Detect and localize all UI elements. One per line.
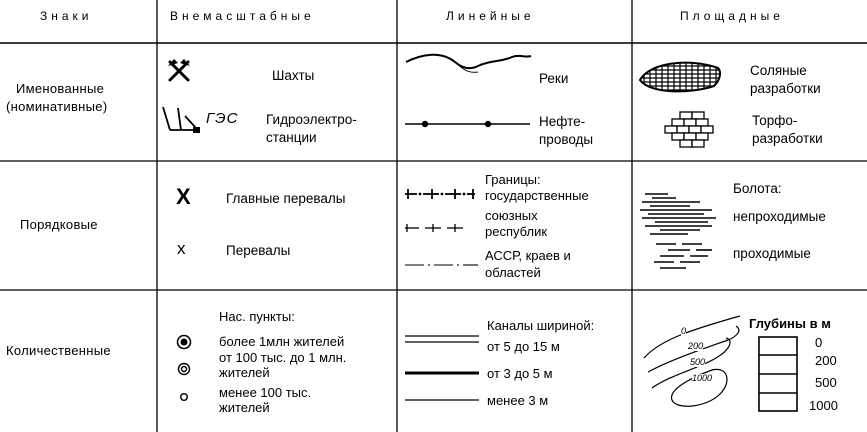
contour-label-0: 0 — [681, 326, 687, 336]
salt-works-label-1: Соляные — [750, 63, 807, 78]
swamps-title: Болота: — [733, 181, 782, 196]
border-union-label-1: союзных — [485, 208, 538, 223]
depth-scale-500: 500 — [815, 375, 837, 390]
oil-pipeline-label-2: проводы — [539, 132, 594, 147]
settlement-medium-label-1: от 100 тыс. до 1 млн. — [219, 350, 347, 365]
border-union-label-2: республик — [485, 224, 548, 239]
main-pass-mark: X — [176, 184, 191, 209]
rivers-label: Реки — [539, 71, 569, 86]
header-nonscale: Внемасштабные — [170, 9, 315, 23]
mines-label: Шахты — [272, 68, 315, 83]
pass-mark: x — [177, 239, 186, 258]
salt-works-label-2: разработки — [750, 81, 821, 96]
header-linear: Линейные — [446, 9, 535, 23]
passable-swamp-label: проходимые — [733, 246, 811, 261]
oil-pipeline-label-1: Нефте- — [539, 114, 586, 129]
peat-works-label-1: Торфо- — [752, 113, 798, 128]
row-label-quantitative: Количественные — [6, 343, 111, 358]
canal-wide-label: от 5 до 15 м — [487, 339, 560, 354]
row-label-ordinal: Порядковые — [20, 217, 98, 232]
hydro-plant-label-1: Гидроэлектро- — [266, 112, 357, 127]
contour-label-500: 500 — [690, 357, 706, 367]
depth-scale-0: 0 — [815, 335, 823, 350]
canal-medium-label: от 3 до 5 м — [487, 366, 553, 381]
peat-works-label-2: разработки — [752, 131, 823, 146]
canals-title: Каналы шириной: — [487, 318, 595, 333]
impassable-swamp-label: непроходимые — [733, 209, 826, 224]
depths-title: Глубины в м — [749, 316, 831, 331]
header-signs: Знаки — [40, 9, 93, 23]
borders-title: Границы: — [485, 172, 541, 187]
border-assr-label-1: АССР, краев и — [485, 248, 571, 263]
settlement-small-label-1: менее 100 тыс. — [219, 385, 312, 400]
main-passes-label: Главные перевалы — [226, 191, 346, 206]
hydro-plant-label-2: станции — [266, 130, 317, 145]
contour-label-1000: 1000 — [692, 373, 713, 383]
settlement-small-label-2: жителей — [219, 400, 270, 415]
row-label-nominative-2: (номинативные) — [6, 99, 108, 114]
settlements-title: Нас. пункты: — [219, 309, 295, 324]
header-areal: Площадные — [680, 9, 784, 23]
border-assr-label-2: областей — [485, 265, 541, 280]
depth-scale-200: 200 — [815, 353, 837, 368]
contour-label-200: 200 — [688, 341, 704, 351]
hydro-plant-mark: ГЭС — [206, 110, 239, 127]
border-state-label: государственные — [485, 188, 589, 203]
depth-scale-1000: 1000 — [809, 398, 838, 413]
canal-narrow-label: менее 3 м — [487, 393, 549, 408]
passes-label: Перевалы — [226, 243, 291, 258]
settlement-large-label: более 1млн жителей — [219, 334, 345, 349]
row-label-nominative-1: Именованные — [16, 81, 105, 96]
settlement-medium-label-2: жителей — [219, 365, 270, 380]
